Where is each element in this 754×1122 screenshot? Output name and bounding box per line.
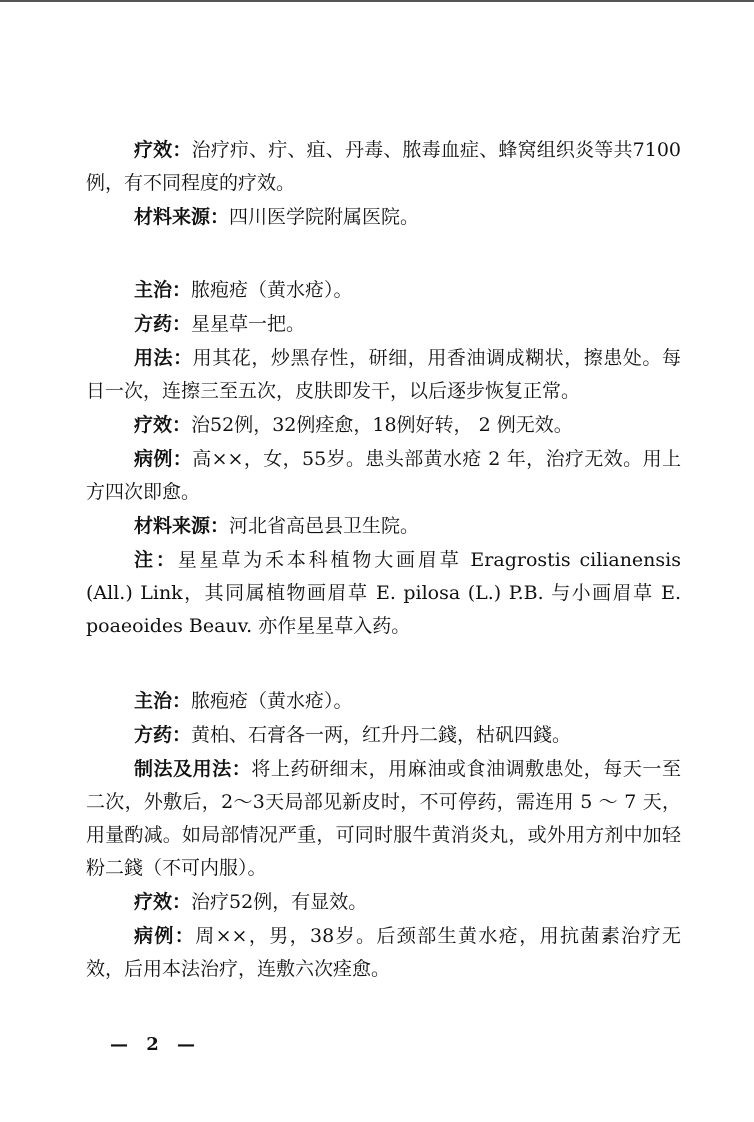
- s2-indication-text: 脓疱疮（黄水疮）。: [191, 279, 353, 301]
- s3-effect: [86, 886, 681, 919]
- s2-effect-text: 治52例，32例痊愈，18例好转， 2 例无效。: [191, 414, 573, 436]
- s2-usage: [86, 342, 681, 408]
- s3-prescription: [86, 719, 681, 752]
- s3-effect-label: 疗效：: [134, 891, 192, 913]
- s3-indication-text: 脓疱疮（黄水疮）。: [191, 690, 353, 712]
- page-number: — 2 —: [110, 1034, 202, 1055]
- s2-source-text: 河北省高邑县卫生院。: [229, 515, 420, 537]
- s2-source-label: 材料来源：: [134, 515, 230, 537]
- s2-indication-label: 主治：: [134, 279, 192, 301]
- s2-note-label: 注：: [134, 549, 178, 571]
- s2-indication: [86, 274, 681, 307]
- s2-effect: [86, 409, 681, 442]
- s2-effect-label: 疗效：: [134, 414, 192, 436]
- s2-prescription-text: 星星草一把。: [191, 313, 306, 335]
- page-body: [86, 134, 681, 987]
- s3-case-text: 周××，男，38岁。后颈部生黄水疮，用抗菌素治疗无效，后用本法治疗，连敷六次痊愈。: [86, 925, 681, 980]
- s2-usage-text: 用其花，炒黑存性，研细，用香油调成糊状，擦患处。每日一次，连擦三至五次，皮肤即发干，以后逐步恢复正常。: [86, 347, 681, 402]
- s3-effect-text: 治疗52例，有显效。: [191, 891, 368, 913]
- s1-effect-label: 疗效：: [134, 139, 192, 161]
- s2-note-text: 星星草为禾本科植物大画眉草 Eragrostis cilianensis (All.) Link，其同属植物画眉草 E. pilosa (L.) P.B. 与小画眉草 E. poaeoides Beauv. 亦作星星草入药。: [86, 549, 681, 637]
- s2-case-text: 高××，女，55岁。患头部黄水疮 2 年，治疗无效。用上方四次即愈。: [86, 448, 681, 503]
- s3-case: [86, 920, 681, 986]
- section-gap: [86, 644, 681, 685]
- s1-source: [86, 201, 681, 234]
- s1-effect: [86, 134, 681, 200]
- s3-indication: [86, 685, 681, 718]
- s2-usage-label: 用法：: [134, 347, 193, 369]
- s1-source-text: 四川医学院附属医院。: [229, 206, 420, 228]
- s2-prescription: [86, 308, 681, 341]
- s3-method-text: 将上药研细末，用麻油或食油调敷患处，每天一至二次，外敷后，2～3天局部见新皮时，不可停药，需连用 5 ～ 7 天，用量酌减。如局部情况严重，可同时服牛黄消炎丸，或外用方剂中加轻粉二錢（不可内服）。: [86, 758, 681, 879]
- s3-prescription-label: 方药：: [134, 724, 192, 746]
- s1-source-label: 材料来源：: [134, 206, 230, 228]
- s3-case-label: 病例：: [134, 925, 196, 947]
- s2-prescription-label: 方药：: [134, 313, 192, 335]
- section-gap: [86, 235, 681, 274]
- s2-note: [86, 544, 681, 643]
- s2-case-label: 病例：: [134, 448, 193, 470]
- s3-method: [86, 753, 681, 885]
- top-border-line: [0, 0, 754, 2]
- s3-prescription-text: 黄柏、石膏各一两，红升丹二錢，枯矾四錢。: [191, 724, 572, 746]
- s2-case: [86, 443, 681, 509]
- s3-method-label: 制法及用法：: [134, 758, 252, 780]
- s3-indication-label: 主治：: [134, 690, 192, 712]
- s1-effect-text: 治疗疖、疔、疽、丹毒、脓毒血症、蜂窝组织炎等共7100例，有不同程度的疗效。: [86, 139, 681, 194]
- s2-source: [86, 510, 681, 543]
